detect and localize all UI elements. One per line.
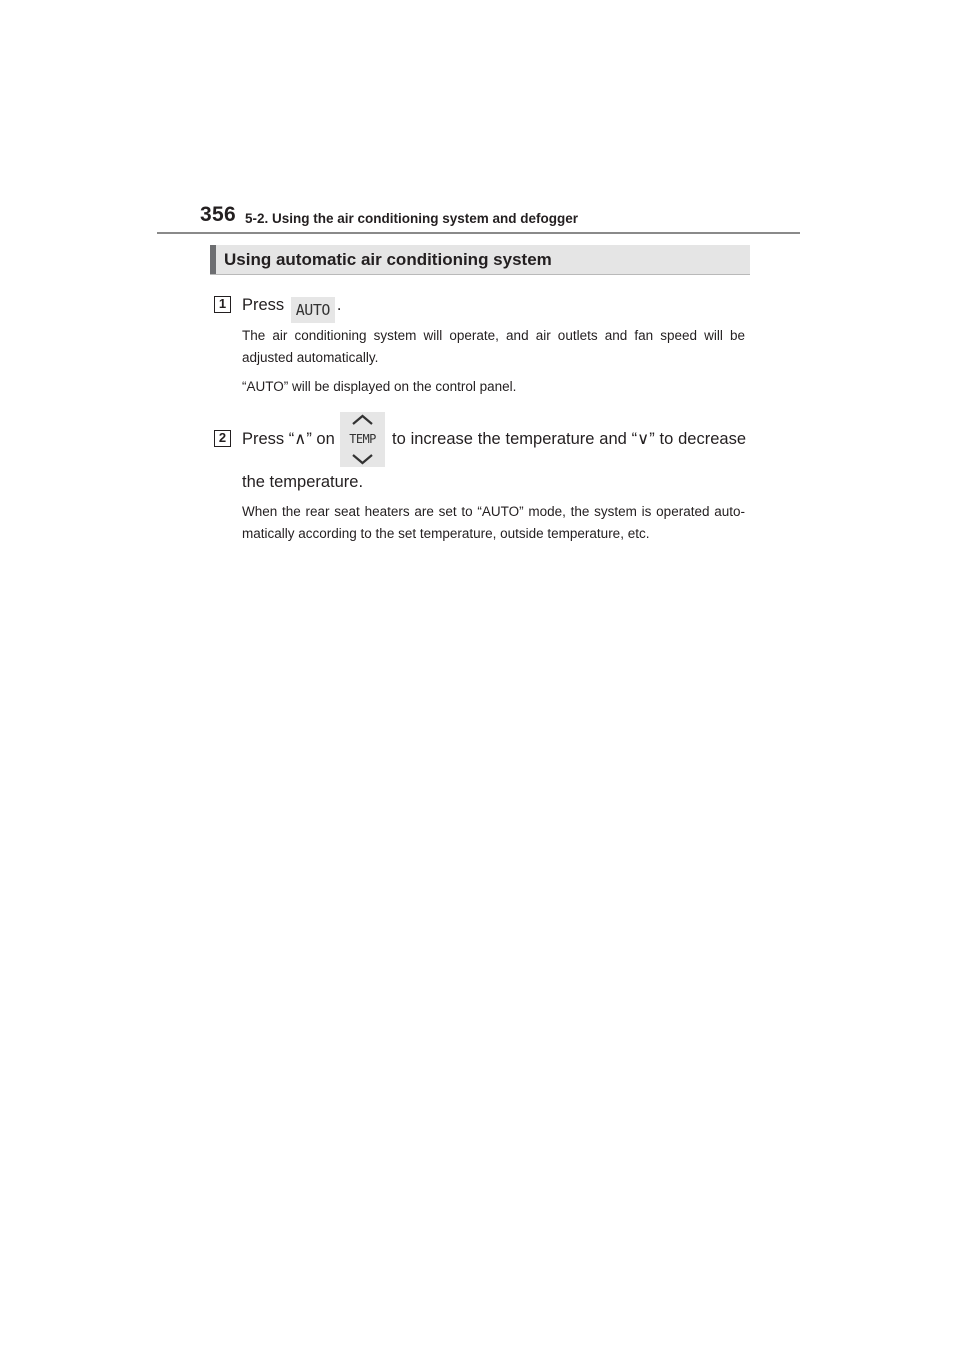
- step-1-note-1: The air conditioning system will operate, and air outlets and fan speed will be adjusted automatically.: [242, 328, 745, 365]
- heading-accent: [210, 245, 216, 274]
- step-1-instruction: [242, 292, 752, 318]
- section-heading-bar: [210, 245, 750, 275]
- header-divider: [157, 232, 800, 234]
- chevron-down-icon: [353, 455, 372, 463]
- section-heading: Using automatic air conditioning system: [224, 250, 552, 269]
- temp-button-label: TEMP: [349, 432, 376, 446]
- step-1-text-before: Press: [242, 296, 289, 314]
- step-2-text-line2: the temperature.: [242, 473, 364, 491]
- step-1-text-after: .: [336, 296, 342, 314]
- page-number: 356: [200, 203, 236, 226]
- step-badge-1: 1: [214, 296, 231, 313]
- section-title: 5-2. Using the air conditioning system and defogger: [245, 211, 579, 226]
- step-2-note-1: When the rear seat heaters are set to “AUTO” mode, the system is operated auto-matically according to the set temperature, outside temperature, etc.: [242, 504, 745, 541]
- step-1-note-2: “AUTO” will be displayed on the control panel.: [242, 379, 517, 394]
- auto-button: AUTO: [291, 297, 335, 323]
- step-2-text-after: to increase the temperature and “∨” to decrease: [392, 430, 746, 448]
- step-badge-2: 2: [214, 430, 231, 447]
- chevron-up-icon: [353, 416, 372, 424]
- temp-button: [340, 412, 385, 467]
- step-2-text-before: Press “∧” on: [242, 430, 335, 448]
